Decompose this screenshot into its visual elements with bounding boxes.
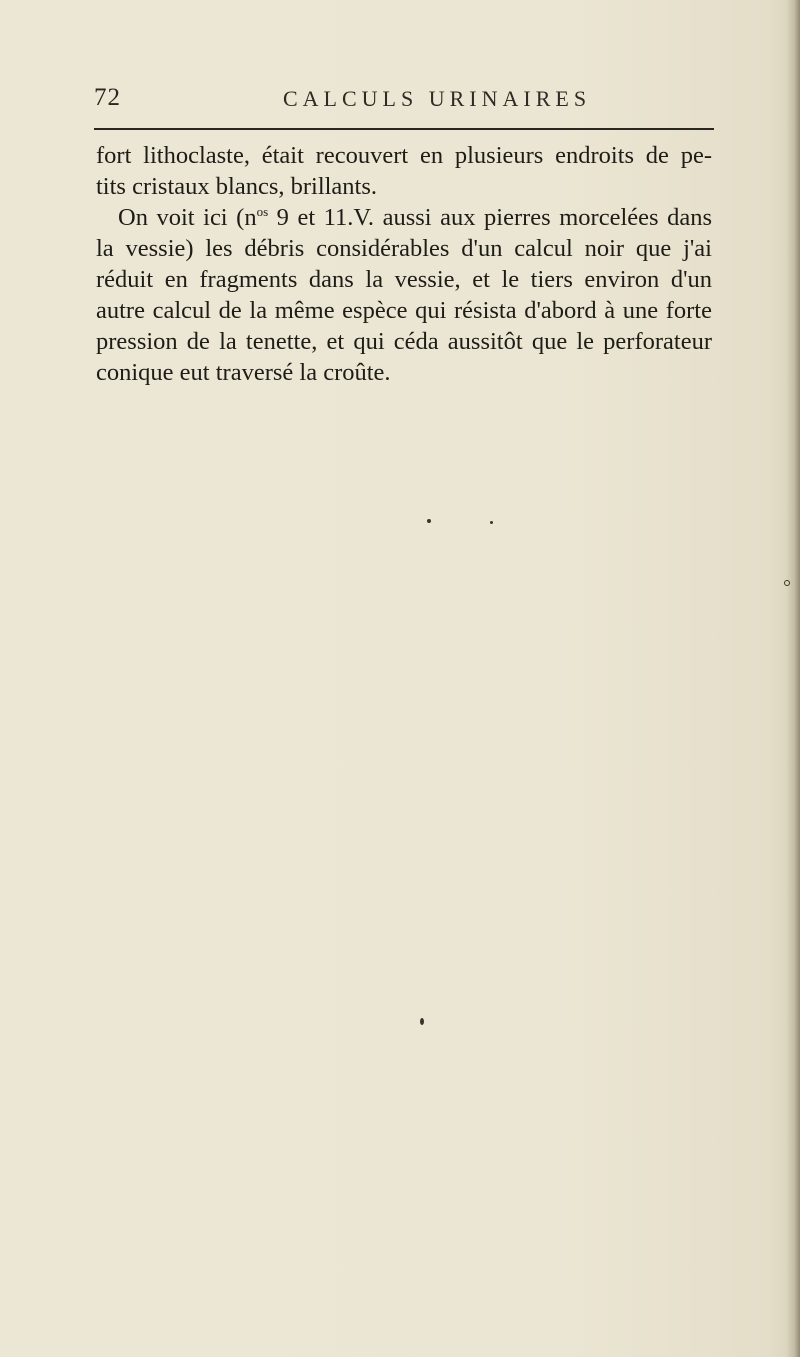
- page-edge-shadow: [786, 0, 800, 1357]
- text-line: fort lithoclaste, était recouvert en plusieurs endroits de pe-: [96, 142, 712, 169]
- text-line: [96, 202, 712, 233]
- paper-speck: [427, 519, 431, 523]
- superscript: os: [256, 204, 269, 219]
- text-line: pression de la tenette, et qui céda aussitôt que le perforateur: [96, 328, 712, 355]
- page-number: 72: [94, 84, 121, 111]
- text-fragment: 9 et 11.V. aussi aux pierres morcelées dans: [268, 204, 712, 231]
- header-rule: [94, 128, 714, 130]
- text-line: autre calcul de la même espèce qui résista d'abord à une forte: [96, 297, 712, 324]
- text-line: tits cristaux blancs, brillants.: [96, 173, 378, 200]
- text-line: la vessie) les débris considérables d'un calcul noir que j'ai: [96, 235, 712, 262]
- body-text: [96, 140, 712, 388]
- paper-speck: [784, 580, 790, 586]
- running-title: CALCULS URINAIRES: [283, 86, 592, 111]
- paper-speck: [420, 1018, 424, 1025]
- paper-speck: [490, 521, 493, 524]
- text-fragment: On voit ici (n: [118, 204, 257, 231]
- text-line: réduit en fragments dans la vessie, et le tiers environ d'un: [96, 266, 712, 293]
- text-line: conique eut traversé la croûte.: [96, 359, 391, 386]
